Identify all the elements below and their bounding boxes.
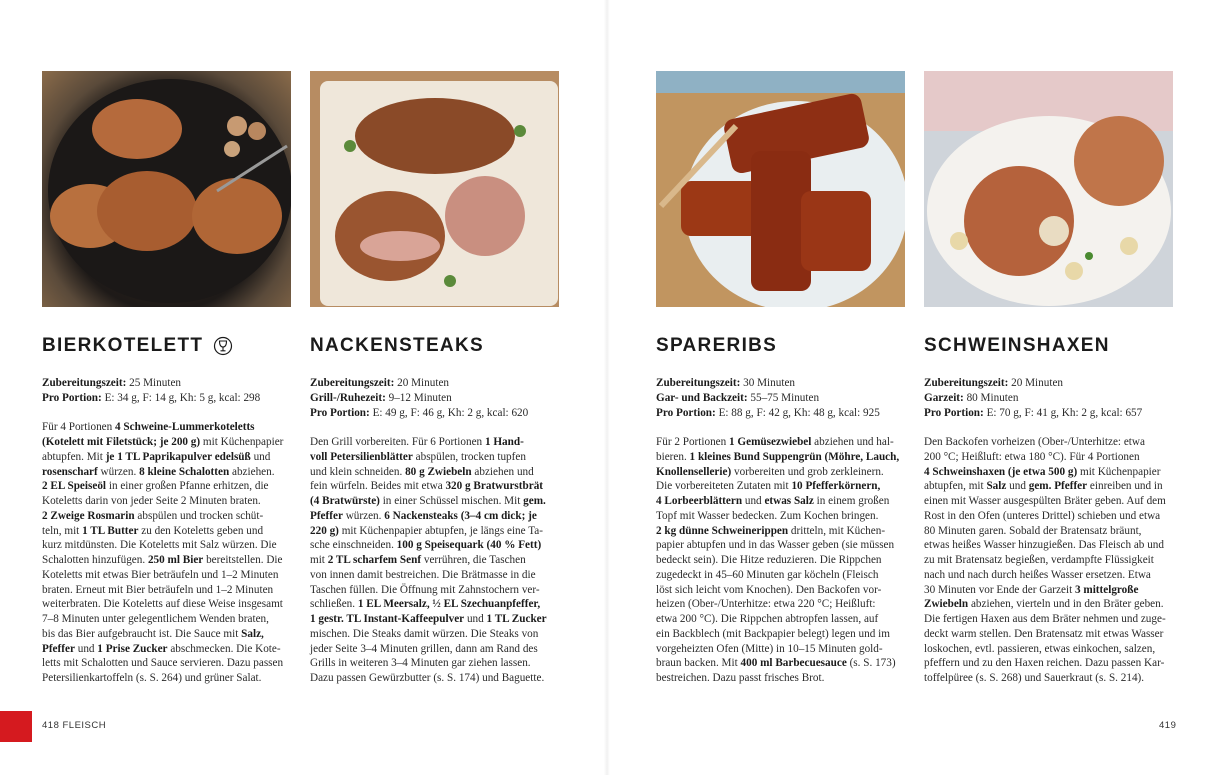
instruction-line bbox=[924, 656, 1186, 671]
text: vorgeheizten Ofen (Mitte) in 10–15 Minuten gold- bbox=[656, 642, 883, 655]
text: weiterbraten. Die Koteletts auf diese Weise insgesamt bbox=[42, 598, 283, 611]
instruction-line bbox=[656, 509, 918, 524]
text: vorbereiten und grob zerkleinern. bbox=[731, 465, 884, 478]
ingredient-bold: 80 g Zwiebeln bbox=[405, 465, 472, 478]
instruction-line bbox=[924, 494, 1186, 509]
text: und klein schneiden. bbox=[310, 465, 406, 478]
ingredient-bold: 10 Pfefferkörnern, bbox=[791, 480, 881, 493]
instruction-line bbox=[310, 656, 572, 671]
ingredient-bold: Zubereitungszeit: bbox=[924, 377, 1009, 389]
text: Schalotten hinzufügen. bbox=[42, 554, 148, 566]
text: abtupfen, mit bbox=[924, 480, 987, 493]
meta-line bbox=[310, 376, 572, 391]
instruction-line bbox=[42, 435, 304, 450]
meta-line bbox=[924, 406, 1186, 421]
text: sche einschneiden. bbox=[310, 539, 397, 552]
meta-line bbox=[42, 391, 304, 406]
instruction-line bbox=[924, 642, 1186, 657]
instruction-line bbox=[42, 612, 304, 627]
ingredient-bold: Garzeit: bbox=[924, 391, 964, 404]
ingredient-bold: Zubereitungszeit: bbox=[42, 377, 127, 389]
instruction-line bbox=[310, 612, 572, 627]
instruction-line bbox=[310, 509, 572, 524]
ingredient-bold: Pro Portion: bbox=[656, 406, 716, 419]
recipe-title-text: SCHWEINSHAXEN bbox=[924, 335, 1110, 356]
instruction-line bbox=[924, 583, 1186, 598]
text: abspülen und trocken schüt- bbox=[134, 509, 264, 522]
meta-line bbox=[42, 376, 304, 391]
recipe-bierkotelett bbox=[42, 332, 304, 686]
recipe-schweinshaxen bbox=[924, 332, 1186, 686]
instruction-line bbox=[310, 450, 572, 465]
instruction-line bbox=[42, 627, 304, 642]
text: Für 4 Portionen bbox=[42, 421, 116, 434]
text: einreiben und in bbox=[1087, 480, 1163, 493]
text: und bbox=[74, 642, 98, 655]
instruction-line bbox=[310, 671, 572, 686]
text: fein würfeln. Beides mit etwa bbox=[310, 480, 446, 493]
ingredient-bold: Pro Portion: bbox=[310, 406, 370, 419]
ingredient-bold: 2 kg dünne Schweinerippen bbox=[656, 524, 789, 537]
text: in einem großen bbox=[813, 495, 890, 507]
ingredient-bold: (4 Bratwürste) bbox=[310, 495, 380, 507]
text: Für 2 Portionen bbox=[656, 436, 730, 448]
text: 20 Minuten bbox=[1008, 377, 1064, 389]
text: Grills in weiteren 3–4 Minuten gar ziehen lassen. bbox=[310, 657, 531, 670]
text: mit Küchenpapier bbox=[1077, 465, 1161, 478]
text: loskochen, evtl. passieren, etwas einkochen, salzen, bbox=[924, 642, 1156, 655]
recipe-title bbox=[924, 332, 1186, 360]
text: einen mit Wasser ausgespülten Bräter geben. Auf dem bbox=[924, 495, 1166, 507]
text: braten. Erneut mit Bier beträufeln und 1–2 Minuten bbox=[42, 583, 274, 596]
recipe-nackensteaks bbox=[310, 332, 572, 686]
text: von innen damit bestreichen. Die Brätmasse in die bbox=[310, 568, 536, 581]
text: E: 88 g, F: 42 g, Kh: 48 g, kcal: 925 bbox=[715, 406, 880, 419]
text: verrühren, die Taschen bbox=[421, 554, 526, 566]
ingredient-bold: (Kotelett mit Filetstück; je 200 g) bbox=[42, 436, 201, 448]
ingredient-bold: Pfeffer bbox=[310, 509, 343, 522]
section-color-tab bbox=[0, 711, 32, 742]
meta-line bbox=[310, 406, 572, 421]
text: in einer Schüssel mischen. Mit bbox=[379, 495, 524, 507]
text: 9–12 Minuten bbox=[385, 391, 452, 404]
instruction-line bbox=[656, 568, 918, 583]
text: E: 34 g, F: 14 g, Kh: 5 g, kcal: 298 bbox=[101, 391, 261, 404]
instruction-line bbox=[42, 420, 304, 435]
instruction-line bbox=[310, 435, 572, 450]
text: 80 Minuten bbox=[963, 391, 1019, 404]
text: würzen. bbox=[97, 465, 140, 478]
text: und bbox=[742, 495, 765, 507]
instruction-line bbox=[310, 583, 572, 598]
instruction-line bbox=[42, 465, 304, 480]
text: 30 Minuten vor Ende der Garzeit bbox=[924, 583, 1075, 596]
ingredient-bold: Zwiebeln bbox=[924, 598, 969, 611]
instruction-line bbox=[42, 583, 304, 598]
ingredient-bold: voll Petersilienblätter bbox=[310, 450, 413, 463]
instruction-line bbox=[656, 612, 918, 627]
text: 200 °C; Heißluft: etwa 180 °C). Für 4 Portionen bbox=[924, 450, 1140, 463]
ingredient-bold: 2 EL Speiseöl bbox=[42, 480, 107, 493]
text: 80 Minuten garen. Sobald der Bratensatz bräunt, bbox=[924, 524, 1142, 537]
ingredient-bold: 400 ml Barbecuesauce bbox=[740, 657, 847, 670]
text: und bbox=[464, 613, 487, 625]
instruction-line bbox=[42, 553, 304, 568]
instruction-line bbox=[656, 435, 918, 450]
ingredient-bold: Zubereitungszeit: bbox=[310, 377, 395, 389]
text: heizen (Ober-/Unterhitze: etwa 220 °C; Heißluft: bbox=[656, 598, 876, 611]
text: (s. S. 173) bbox=[846, 657, 896, 670]
text: ein Backblech (mit Backpapier belegt) legen und im bbox=[656, 627, 890, 640]
text: in einer großen Pfanne erhitzen, die bbox=[106, 480, 269, 493]
instruction-line bbox=[656, 494, 918, 509]
text: 30 Minuten bbox=[740, 377, 796, 389]
instruction-line bbox=[924, 627, 1186, 642]
text: mit Küchenpapier abtupfen, je längs eine Ta- bbox=[338, 524, 543, 537]
meta-line bbox=[656, 376, 918, 391]
ingredient-bold: 4 Schweinshaxen (je etwa 500 g) bbox=[924, 465, 1078, 478]
meta-line bbox=[656, 406, 918, 421]
ingredient-bold: 3 mittelgroße bbox=[1074, 583, 1139, 596]
instruction-line bbox=[310, 494, 572, 509]
ingredient-bold: Pro Portion: bbox=[924, 406, 984, 419]
ingredient-bold: Grill-/Ruhezeit: bbox=[310, 391, 386, 404]
instruction-line bbox=[42, 656, 304, 671]
instruction-line bbox=[924, 435, 1186, 450]
pork-knuckle-image bbox=[924, 71, 1173, 307]
recipe-title bbox=[42, 332, 304, 360]
pork-chops-in-pan-image bbox=[42, 71, 291, 307]
stuffed-neck-steaks-image bbox=[310, 71, 559, 307]
ingredient-bold: je 1 TL Paprikapulver edelsüß bbox=[105, 450, 251, 463]
text: Petersilienkartoffeln (s. S. 264) und grüner Salat. bbox=[42, 672, 262, 684]
text: Die vorbereiteten Zutaten mit bbox=[656, 480, 792, 493]
text: mit Küchenpapier bbox=[200, 436, 284, 448]
recipe-meta bbox=[42, 376, 304, 406]
recipe-title-text: BIERKOTELETT bbox=[42, 335, 204, 356]
ingredient-bold: 250 ml Bier bbox=[147, 554, 204, 566]
photo-bierkotelett bbox=[42, 71, 291, 307]
recipe-instructions bbox=[310, 435, 572, 686]
instruction-line bbox=[42, 642, 304, 657]
text: Taschen füllen. Die Öffnung mit Zahnstochern ver- bbox=[310, 583, 540, 596]
text: bereitstellen. Die bbox=[203, 554, 283, 566]
photo-schweinshaxen bbox=[924, 71, 1173, 307]
instruction-line bbox=[924, 479, 1186, 494]
ingredient-bold: Knollensellerie) bbox=[656, 465, 732, 478]
ingredient-bold: Gar- und Backzeit: bbox=[656, 391, 748, 404]
text: schließen. bbox=[310, 598, 358, 611]
instruction-line bbox=[310, 465, 572, 480]
text: Den Grill vorbereiten. Für 6 Portionen bbox=[310, 436, 485, 448]
recipe-instructions bbox=[42, 420, 304, 686]
page-number-left: 418 bbox=[42, 720, 60, 731]
instruction-line bbox=[924, 597, 1186, 612]
text: teln, mit bbox=[42, 524, 83, 537]
text: mit bbox=[310, 554, 328, 566]
instruction-line bbox=[656, 671, 918, 686]
instruction-line bbox=[656, 597, 918, 612]
instruction-line bbox=[42, 494, 304, 509]
text: Die fertigen Haxen aus dem Bräter nehmen und zuge- bbox=[924, 613, 1166, 625]
instruction-line bbox=[310, 627, 572, 642]
ingredient-bold: 320 g Bratwurstbrät bbox=[445, 480, 544, 493]
ingredient-bold: Pro Portion: bbox=[42, 391, 102, 404]
instruction-line bbox=[656, 627, 918, 642]
page-number-right: 419 bbox=[1159, 720, 1177, 731]
meta-line bbox=[656, 391, 918, 406]
section-name: FLEISCH bbox=[62, 720, 107, 731]
book-gutter bbox=[604, 0, 610, 775]
footer-left bbox=[42, 720, 106, 731]
instruction-line bbox=[656, 465, 918, 480]
text: Topf mit Wasser bedecken. Zum Kochen bringen. bbox=[656, 509, 879, 522]
text: jeder Seite 3–4 Minuten grillen, dann am Rand des bbox=[310, 642, 538, 655]
instruction-line bbox=[656, 583, 918, 598]
text: Rost in den Ofen (unteres Drittel) schieben und etwa bbox=[924, 509, 1161, 522]
text: letts mit Schalotten und Sauce servieren. Dazu passen bbox=[42, 657, 284, 670]
text: etwas heißes Wasser hinzugießen. Das Fleisch ab und bbox=[924, 539, 1164, 552]
instruction-line bbox=[310, 479, 572, 494]
instruction-line bbox=[924, 671, 1186, 686]
ingredient-bold: Pfeffer bbox=[42, 642, 75, 655]
recipe-spareribs bbox=[656, 332, 918, 686]
ingredient-bold: Zubereitungszeit: bbox=[656, 377, 741, 389]
spareribs-image bbox=[656, 71, 905, 307]
text: 7–8 Minuten unter gelegentlichem Wenden braten, bbox=[42, 613, 269, 625]
ingredient-bold: 6 Nackensteaks (3–4 cm dick; je bbox=[384, 509, 537, 522]
instruction-line bbox=[924, 509, 1186, 524]
ingredient-bold: Salz bbox=[986, 480, 1007, 493]
text: papier abtupfen und in das Wasser geben (sie müssen bbox=[656, 539, 895, 552]
ingredient-bold: 4 Schweine-Lummerkoteletts bbox=[115, 421, 255, 434]
recipe-title-text: SPARERIBS bbox=[656, 335, 778, 356]
text: würzen. bbox=[342, 509, 385, 522]
recipe-title bbox=[656, 332, 918, 360]
ingredient-bold: 2 Zweige Rosmarin bbox=[42, 509, 135, 522]
recipe-title bbox=[310, 332, 572, 360]
ingredient-bold: 1 gestr. TL Instant-Kaffeepulver bbox=[310, 613, 465, 625]
instruction-line bbox=[42, 450, 304, 465]
ingredient-bold: 8 kleine Schalotten bbox=[139, 465, 230, 478]
text: Koteletts darin von jeder Seite 2 Minuten braten. bbox=[42, 495, 261, 507]
ingredient-bold: 1 TL Butter bbox=[82, 524, 139, 537]
text: abziehen und hal- bbox=[811, 436, 894, 448]
recipe-instructions bbox=[924, 435, 1186, 686]
text: bis das Bier aufgebraucht ist. Die Sauce mit bbox=[42, 627, 242, 640]
text: E: 70 g, F: 41 g, Kh: 2 g, kcal: 657 bbox=[983, 406, 1143, 419]
photo-nackensteaks bbox=[310, 71, 559, 307]
instruction-line bbox=[310, 642, 572, 657]
instruction-line bbox=[924, 553, 1186, 568]
instruction-line bbox=[310, 568, 572, 583]
text: zu den Koteletts geben und bbox=[138, 524, 264, 537]
meta-line bbox=[924, 391, 1186, 406]
instruction-line bbox=[310, 524, 572, 539]
instruction-line bbox=[924, 465, 1186, 480]
text: deckt warm stellen. Den Bratensatz mit etwas Wasser bbox=[924, 627, 1164, 640]
photo-spareribs bbox=[656, 71, 905, 307]
text: abziehen und bbox=[471, 465, 534, 478]
text: toffelpüree (s. S. 268) und Sauerkraut (s. S. 214). bbox=[924, 672, 1145, 684]
ingredient-bold: 1 Gemüsezwiebel bbox=[729, 436, 812, 448]
text: bestreichen. Dazu passt frisches Brot. bbox=[656, 672, 825, 684]
text: dritteln, mit Küchen- bbox=[788, 524, 886, 537]
text: Dazu passen Gewürzbutter (s. S. 174) und Baguette. bbox=[310, 672, 545, 684]
instruction-line bbox=[924, 538, 1186, 553]
text: Den Backofen vorheizen (Ober-/Unterhitze: etwa bbox=[924, 436, 1145, 448]
text: abziehen, vierteln und in den Bräter geben. bbox=[968, 598, 1164, 611]
text: kurz mitdünsten. Die Koteletts mit Salz würzen. Die bbox=[42, 539, 277, 552]
text: braun backen. Mit bbox=[656, 657, 741, 670]
ingredient-bold: 4 Lorbeerblättern bbox=[656, 495, 743, 507]
text: 25 Minuten bbox=[126, 377, 182, 389]
text: zu mit Bratensatz begießen, verdampfte Flüssigkeit bbox=[924, 554, 1154, 566]
instruction-line bbox=[42, 524, 304, 539]
instruction-line bbox=[42, 597, 304, 612]
recipe-meta bbox=[924, 376, 1186, 420]
ingredient-bold: 1 EL Meersalz, ½ EL Szechuanpfeffer, bbox=[357, 598, 541, 611]
instruction-line bbox=[924, 568, 1186, 583]
ingredient-bold: 1 Hand- bbox=[484, 436, 524, 448]
recipe-meta bbox=[656, 376, 918, 420]
ingredient-bold: rosenscharf bbox=[42, 465, 98, 478]
ingredient-bold: 2 TL scharfem Senf bbox=[327, 554, 422, 566]
text: abschmecken. Die Kote- bbox=[167, 642, 281, 655]
ingredient-bold: 1 Prise Zucker bbox=[97, 642, 168, 655]
ingredient-bold: gem. bbox=[523, 495, 546, 507]
instruction-line bbox=[656, 524, 918, 539]
instruction-line bbox=[656, 642, 918, 657]
instruction-line bbox=[42, 538, 304, 553]
text: 55–75 Minuten bbox=[747, 391, 820, 404]
instruction-line bbox=[656, 450, 918, 465]
instruction-line bbox=[42, 671, 304, 686]
recipe-title-text: NACKENSTEAKS bbox=[310, 335, 484, 356]
instruction-line bbox=[42, 479, 304, 494]
recipe-instructions bbox=[656, 435, 918, 686]
text: bedeckt sein). Die Hitze reduzieren. Die Rippchen bbox=[656, 554, 882, 566]
text: abspülen, trocken tupfen bbox=[412, 450, 526, 463]
instruction-line bbox=[310, 597, 572, 612]
ingredient-bold: 220 g) bbox=[310, 524, 339, 537]
instruction-line bbox=[924, 524, 1186, 539]
recipe-meta bbox=[310, 376, 572, 420]
text: etwa 200 °C). Die Rippchen abtropfen lassen, auf bbox=[656, 613, 879, 625]
instruction-line bbox=[42, 568, 304, 583]
text: mischen. Die Steaks damit würzen. Die Steaks von bbox=[310, 627, 539, 640]
ingredient-bold: etwas Salz bbox=[764, 495, 814, 507]
meta-line bbox=[924, 376, 1186, 391]
text: zugedeckt in 45–60 Minuten gar köcheln (Fleisch bbox=[656, 568, 879, 581]
ingredient-bold: 1 TL Zucker bbox=[486, 613, 547, 625]
text: pfeffern und zu den Haxen reichen. Dazu passen Kar- bbox=[924, 657, 1165, 670]
instruction-line bbox=[924, 612, 1186, 627]
text: und bbox=[250, 450, 271, 463]
ingredient-bold: 100 g Speisequark (40 % Fett) bbox=[396, 539, 542, 552]
ingredient-bold: 1 kleines Bund Suppengrün (Möhre, Lauch, bbox=[689, 450, 900, 463]
meta-line bbox=[310, 391, 572, 406]
text: nach und nach durch heißes Wasser ersetzen. Etwa bbox=[924, 568, 1151, 581]
beer-glass-icon bbox=[213, 336, 233, 356]
instruction-line bbox=[310, 538, 572, 553]
text: und bbox=[1006, 480, 1029, 493]
instruction-line bbox=[656, 538, 918, 553]
text: E: 49 g, F: 46 g, Kh: 2 g, kcal: 620 bbox=[369, 406, 529, 419]
text: löst sich leicht vom Knochen). Den Backofen vor- bbox=[656, 583, 882, 596]
instruction-line bbox=[42, 509, 304, 524]
text: Koteletts mit etwas Bier beträufeln und 1–2 Minuten bbox=[42, 568, 279, 581]
text: 20 Minuten bbox=[394, 377, 450, 389]
instruction-line bbox=[924, 450, 1186, 465]
ingredient-bold: Salz, bbox=[241, 627, 264, 640]
instruction-line bbox=[656, 656, 918, 671]
ingredient-bold: gem. Pfeffer bbox=[1028, 480, 1088, 493]
instruction-line bbox=[656, 553, 918, 568]
text: abziehen. bbox=[229, 465, 275, 478]
text: bieren. bbox=[656, 450, 690, 463]
instruction-line bbox=[656, 479, 918, 494]
instruction-line bbox=[310, 553, 572, 568]
text: abtupfen. Mit bbox=[42, 450, 106, 463]
